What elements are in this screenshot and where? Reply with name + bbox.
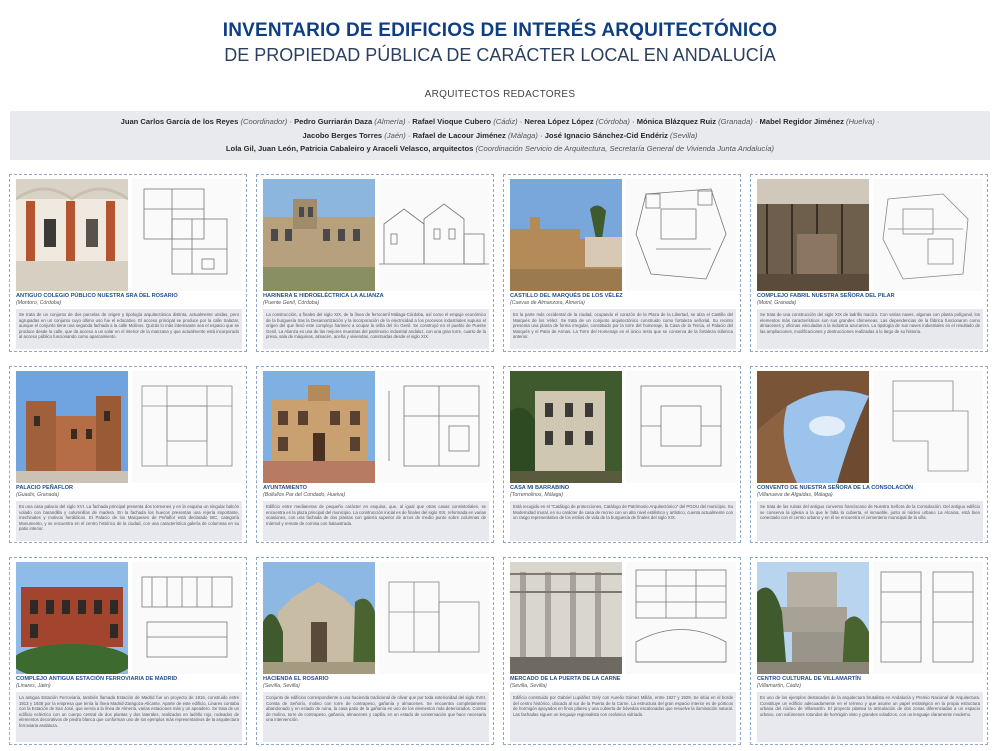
card-location: (Cuevas de Almanzora, Almería) — [510, 300, 585, 306]
building-photo — [263, 562, 375, 674]
card-description: Es uno de los ejemplos destacados de la arquitectura brutalista en Andalucía y Premio Nacional de Arquitectura. Constituye un edificio adecuadamente en el terreno y que asume un papel estratégico en la propia estructura urbana del núcleo de Villamartín. El proyecto plantea la articulación de dos zonas diferenciadas a un espacio urbano, con volúmenes rotundos de hormigón visto y grandes voladizos, con un lenguaje claramente moderno. — [757, 692, 983, 742]
card-location: (Montoro, Córdoba) — [16, 300, 62, 306]
card-description: Edificio entre medianeras de pequeño carácter en esquina, que, al igual que otras casas consistoriales, se encuentra en la plaza principal del municipio. La construcción inicial es de finales del siglo XIX, reformada en varias ocasiones, con una fachada de dos plantas con galería superior de arcos de medio punto sobre columnas de mármol y remate de cornisa con balaustrada. — [263, 501, 489, 541]
building-card — [503, 174, 741, 352]
credits-line-3 — [16, 142, 984, 156]
card-description: Conjunto de edificios correspondiente a una hacienda tradicional de olivar que por toda exterioridad del siglo XVIII. Consta de Señorío, molino con torre de contrapeso, gañanía y almacenes. Se encuentra completamente abandonado y en estado de ruina, la casa patio de la gañanía es uno de los elementos más deteriorados. Consta de molino, torre de contrapeso, gañanía, almacenes y capilla, en un estado de conservación que hace necesaria una intervención. — [263, 692, 489, 742]
card-location: (Motril, Granada) — [757, 300, 797, 306]
credits-box — [10, 111, 990, 160]
credit-role: (Almería) — [374, 117, 406, 126]
building-card — [9, 366, 247, 543]
credit-role: (Sevilla) — [670, 130, 698, 140]
card-location: (Villanueva de Algaidas, Málaga) — [757, 492, 833, 498]
credit-role: (Coordinación Servicio de Arquitectura, Secretaría General de Vivienda Junta Andalucía) — [475, 144, 775, 153]
building-plan-drawing — [379, 179, 489, 291]
card-location: (Sevilla, Sevilla) — [263, 683, 300, 689]
card-description: Es una casa palacio del siglo XVI. La fachada principal presenta dos torreones y en la esquina un singular balcón volado con barandilla y columnillas de madera. En la fachada los huecos presentan una rejería importante, mechinales y motivos heráldicos. El Palacio de los Marqueses de Peñaflor está declarado BIC, categoría Monumento, y se encuentra en el centro histórico de la ciudad, con una característica galería de columnas en su patio interior. — [16, 501, 242, 541]
building-plan-drawing — [132, 562, 242, 674]
card-title: CASA MI BARRABINO — [510, 485, 570, 491]
credit-role: (Cádiz) — [493, 117, 518, 126]
building-photo — [757, 371, 869, 483]
credit-name: Mónica Blázquez Ruiz — [636, 117, 717, 126]
credit-name: Pedro Gurriarán Daza — [294, 117, 373, 126]
credit-name: Mabel Regidor Jiménez — [759, 117, 844, 126]
credit-name: Rafael de Lacour Jiménez — [412, 130, 506, 140]
building-plan-drawing — [132, 371, 242, 483]
building-card — [750, 174, 988, 352]
credit-name: Nerea López López — [524, 117, 594, 126]
card-title: COMPLEJO FABRIL NUESTRA SEÑORA DEL PILAR — [757, 293, 895, 299]
credit-name: José Ignacio Sánchez-Cid Endériz — [544, 130, 668, 140]
building-plan-drawing — [379, 371, 489, 483]
building-plan-drawing — [626, 371, 736, 483]
card-description: La antigua Estación Ferroviaria, también llamada Estación de Madrid fue un proyecto de 1916, construido entre 1913 y 1938 por la empresa que tenía la línea Madrid-Zaragoza-Alicante. Aparte de este edificio, Linares contaba con la Estación de San José, que servía a la línea de Almería, varias estaciones más y un apeadero. Se trata de un edificio ecléctico con un cuerpo central de dos plantas y dos laterales, realizados en ladrillo rojo, rodeados de elementos decorativos de piedra blanca que conforman uno de los ejemplos más representativos de la arquitectura ferroviaria andaluza. — [16, 692, 242, 742]
card-description: Se trata de un conjunto de dos parcelas de origen y tipología arquitectónica distinta, actualmente unidas, pero agrupadas en un conjunto cuyo último uso fue el educativo. El acceso principal se produce por la calle Salazar, aunque el conjunto tiene una segunda fachada a la calle Molinos. Quizás lo más interesante sea el espacio que se produce desde la calle, que da acceso a un solar en el interior de la manzana y que actualmente está incorporado al acceso público funcionando como aparcamiento. — [16, 309, 242, 349]
building-plan-drawing — [873, 179, 983, 291]
building-card — [256, 557, 494, 745]
card-description: Edificio construido por Gabriel Lupiáñez Gely con Aurelio Gómez Millán, entre 1927 y 1929. Se sitúa en el borde del centro histórico, ubicado al sur de la Puerta de la Carne. La estructura del gran espacio interior es de pórticos de hormigón apoyados en finos pilares y una cubierta de bóvedas escalonadas que resuelve la iluminación natural. Las fachadas siguen un lenguaje regionalista con cerámica vidriada. — [510, 692, 736, 742]
credit-role: (Córdoba) — [595, 117, 630, 126]
building-photo — [16, 562, 128, 674]
credit-name: Jacobo Berges Torres — [302, 130, 383, 140]
credit-role: (Granada) — [718, 117, 753, 126]
building-card — [750, 366, 988, 543]
card-title: HACIENDA EL ROSARIO — [263, 676, 329, 682]
building-photo — [16, 179, 128, 291]
building-photo — [263, 371, 375, 483]
card-title: CONVENTO DE NUESTRA SEÑORA DE LA CONSOLACIÓN — [757, 485, 914, 491]
building-photo — [16, 371, 128, 483]
credit-role: (Jaén) — [384, 130, 406, 140]
credit-role: (Coordinador) — [240, 117, 288, 126]
card-location: (Bollullos Par del Condado, Huelva) — [263, 492, 346, 498]
card-description: Se trata de las ruinas del antiguo convento franciscano de Nuestra Señora de la Consolación. Del antiguo edificio se conserva la iglesia a la que le falta la cubierta, el inmueble, junto al núcleo urbano La Alcaina, está bien conectado con el centro urbano y en él se encuentra el cementerio municipal de la villa. — [757, 501, 983, 541]
card-description: En la parte más occidental de la ciudad, ocupando el corazón de la Plaza de la Libertad, se alza el Castillo del Marqués de los Vélez. Se trata de un conjunto arquitectónico construido como fortaleza señorial. Su recinto presenta una planta de forma irregular, constituido por la torre del homenaje, la Casa de la Tercia, el Palacio del Marqués y el Patio de Armas. La Torre del Homenaje es el único resto que se conserva de la fortaleza islámica anterior. — [510, 309, 736, 349]
card-title: ANTIGUO COLEGIO PÚBLICO NUESTRA SRA DEL ROSARIO — [16, 293, 178, 299]
building-plan-drawing — [132, 179, 242, 291]
card-description: Está recogido en el "Catálogo de protecciones, Catálogo de Patrimonio Arquitectónico" del PGOU del municipio. Su Modernidad mural, en su carácter de casa de recreo con un alto nivel estilístico y artístico, cuenta actualmente con un rasgo representativo de los estilos de vida de la burguesía de finales del siglo XIX. — [510, 501, 736, 541]
card-title: PALACIO PEÑAFLOR — [16, 485, 74, 491]
card-title: HARINERA E HIDROELÉCTRICA LA ALIANZA — [263, 293, 384, 299]
building-card — [9, 174, 247, 352]
credit-name: Juan Carlos García de los Reyes — [120, 117, 239, 126]
building-plan-drawing — [626, 179, 736, 291]
credit-name: Lola Gil, Juan León, Patricia Cabaleiro y Araceli Velasco, arquitectos — [225, 144, 474, 153]
card-title: AYUNTAMIENTO — [263, 485, 308, 491]
credits-line-2: Jacobo Berges Torres (Jaén) · Rafael de Lacour Jiménez (Málaga) · José Ignacio Sánchez-Cid Endériz (Sevilla) — [302, 130, 698, 140]
section-label: ARQUITECTOS REDACTORES — [424, 89, 576, 100]
poster-title-line2: DE PROPIEDAD PÚBLICA DE CARÁCTER LOCAL EN ANDALUCÍA — [224, 45, 776, 65]
poster-title-line1: INVENTARIO DE EDIFICIOS DE INTERÉS ARQUITECTÓNICO — [222, 20, 778, 41]
building-photo — [757, 179, 869, 291]
building-photo — [757, 562, 869, 674]
building-photo — [510, 371, 622, 483]
card-location: (Guadix, Granada) — [16, 492, 59, 498]
building-plan-drawing — [626, 562, 736, 674]
building-card — [750, 557, 988, 745]
card-location: (Linares, Jaén) — [16, 683, 51, 689]
card-location: (Villamartín, Cádiz) — [757, 683, 802, 689]
building-photo — [510, 179, 622, 291]
card-location: (Puente Genil, Córdoba) — [263, 300, 320, 306]
building-card — [9, 557, 247, 745]
credits-line-1: Juan Carlos García de los Reyes (Coordinador) · Pedro Gurriarán Daza (Almería) · Rafael Vioque Cubero (Cádiz) · Nerea López López (Córdoba) · Mónica Blázquez Ruiz (Granada) · Mabel Regidor Jiménez (Huelva) · — [120, 117, 880, 126]
credit-role: (Huelva) — [846, 117, 875, 126]
building-card — [503, 366, 741, 543]
building-card — [256, 366, 494, 543]
card-title: COMPLEJO ANTIGUA ESTACIÓN FERROVIARIA DE MADRID — [16, 676, 178, 682]
building-plan-drawing — [379, 562, 489, 674]
card-description: La construcción, a finales del siglo XIX, de la línea de ferrocarril Málaga-Córdoba, así como el empuje económico de la burguesía tras la Desamortización y la incorporación de la electricidad a los procesos industriales supuso el origen del que llevó este complejo harinero a ocupar la orilla del río Genil. Se construyó en el pueblo de Puente Genil, La Alianza es una de las mejores muestras del patrimonio industrial andaluz, con una gran torre, cuarto de la presa, sala de máquinas, almacén, aceña y viviendas, construidas desde el siglo XIX. — [263, 309, 489, 349]
credit-name: Rafael Vioque Cubero — [412, 117, 492, 126]
credit-role: (Málaga) — [507, 130, 538, 140]
building-plan-drawing — [873, 562, 983, 674]
card-title: CENTRO CULTURAL DE VILLAMARTÍN — [757, 676, 861, 682]
card-location: (Torremolinos, Málaga) — [510, 492, 564, 498]
card-location: (Sevilla, Sevilla) — [510, 683, 547, 689]
card-description: Se trata de una construcción del siglo XIX de ladrillo macizo. Con varias naves, algunas con planta polígonal, los elementos más característicos son sus grandes chimeneas. Las dependencias de la fábrica funcionaron como almacenes y oficinas vinculadas a la industria azucarera. La tipología de sus naves industriales es el resultado de las ampliaciones, modificaciones y destrucciones realizadas a lo largo de su historia. — [757, 309, 983, 349]
building-photo — [263, 179, 375, 291]
building-photo — [510, 562, 622, 674]
building-plan-drawing — [873, 371, 983, 483]
card-title: CASTILLO DEL MARQUÉS DE LOS VÉLEZ — [510, 293, 623, 299]
building-card — [503, 557, 741, 745]
building-card — [256, 174, 494, 352]
card-title: MERCADO DE LA PUERTA DE LA CARNE — [510, 676, 621, 682]
